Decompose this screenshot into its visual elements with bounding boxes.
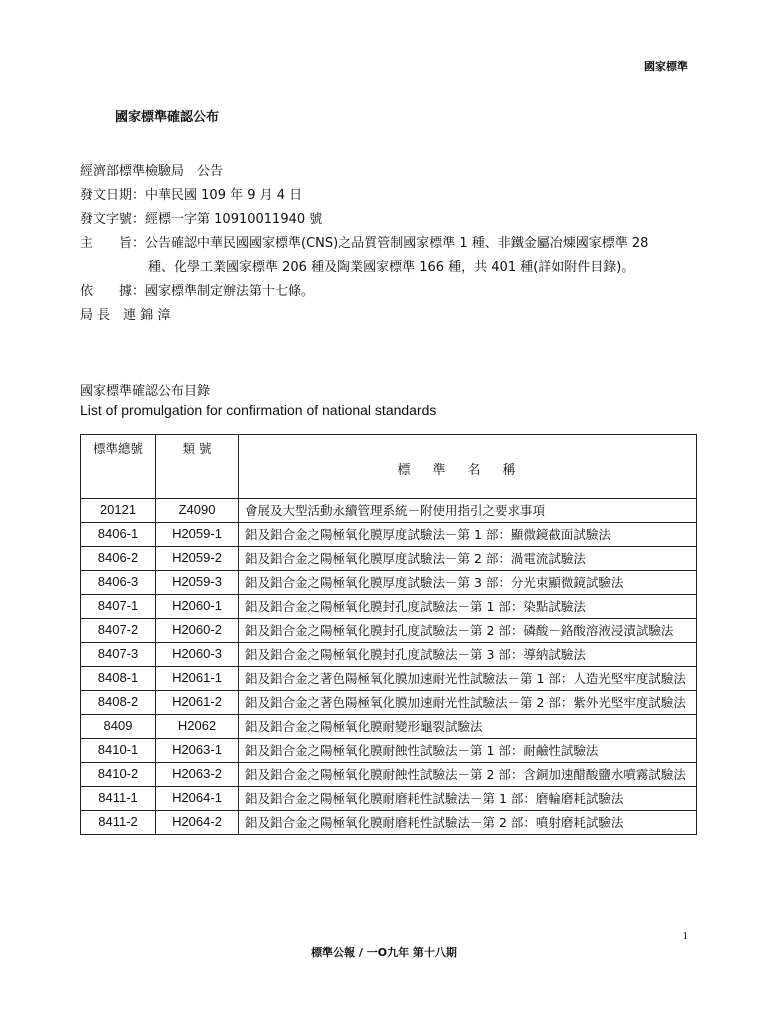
notice-block: [80, 160, 700, 328]
table-row: [81, 643, 697, 667]
subject-text-1: 公告確認中華民國國家標準(CNS)之品質管制國家標準 1 種、非鐵金屬冶煉國家標準 28: [145, 236, 649, 251]
table-row: [81, 763, 697, 787]
table-row: [81, 499, 697, 523]
date-label: 發文日期：: [80, 188, 146, 203]
cell-class-no: H2061-1: [156, 667, 239, 691]
table-row: [81, 667, 697, 691]
table-row: [81, 619, 697, 643]
cell-total-no: 8407-2: [81, 619, 156, 643]
table-row: [81, 691, 697, 715]
page-number: 1: [682, 930, 688, 942]
ref-label: 發文字號：: [80, 212, 146, 227]
header-class-no: 類 號: [156, 435, 239, 499]
cell-standard-name: 鋁及鋁合金之陽極氧化膜厚度試驗法－第 1 部：顯微鏡截面試驗法: [239, 523, 697, 547]
cell-total-no: 8410-2: [81, 763, 156, 787]
cell-standard-name: 鋁及鋁合金之陽極氧化膜耐蝕性試驗法－第 2 部：含銅加速醋酸鹽水噴霧試驗法: [239, 763, 697, 787]
cell-standard-name: 鋁及鋁合金之陽極氧化膜耐蝕性試驗法－第 1 部：耐鹼性試驗法: [239, 739, 697, 763]
cell-total-no: 20121: [81, 499, 156, 523]
table-row: [81, 547, 697, 571]
director-line: 局 長 連 錦 漳: [80, 308, 171, 323]
header-standard-name: 標準名稱: [239, 435, 697, 499]
cell-total-no: 8411-1: [81, 787, 156, 811]
cell-total-no: 8406-2: [81, 547, 156, 571]
list-title-en: List of promulgation for confirmation of national standards: [80, 402, 437, 418]
table-row: [81, 595, 697, 619]
table-row: [81, 523, 697, 547]
cell-class-no: H2060-3: [156, 643, 239, 667]
list-title-zh: 國家標準確認公布目錄: [80, 384, 211, 399]
cell-standard-name: 鋁及鋁合金之陽極氧化膜耐磨耗性試驗法－第 2 部：噴射磨耗試驗法: [239, 811, 697, 835]
subject-label: 主 旨：: [80, 236, 146, 251]
cell-standard-name: 鋁及鋁合金之陽極氧化膜厚度試驗法－第 3 部：分光束顯微鏡試驗法: [239, 571, 697, 595]
cell-total-no: 8408-2: [81, 691, 156, 715]
cell-total-no: 8411-2: [81, 811, 156, 835]
cell-class-no: H2059-3: [156, 571, 239, 595]
table-row: [81, 739, 697, 763]
cell-total-no: 8408-1: [81, 667, 156, 691]
cell-standard-name: 鋁及鋁合金之陽極氧化膜封孔度試驗法－第 2 部：磷酸－鉻酸溶液浸漬試驗法: [239, 619, 697, 643]
cell-class-no: H2064-1: [156, 787, 239, 811]
cell-standard-name: 鋁及鋁合金之陽極氧化膜耐磨耗性試驗法－第 1 部：磨輪磨耗試驗法: [239, 787, 697, 811]
cell-class-no: H2060-1: [156, 595, 239, 619]
standards-table: [80, 434, 697, 835]
ref-value: 經標一字第 10910011940 號: [145, 212, 323, 227]
ref-line: [80, 208, 700, 232]
cell-class-no: Z4090: [156, 499, 239, 523]
cell-standard-name: 會展及大型活動永續管理系統－附使用指引之要求事項: [239, 499, 697, 523]
cell-standard-name: 鋁及鋁合金之陽極氧化膜耐變形龜裂試驗法: [239, 715, 697, 739]
document-title: 國家標準確認公布: [115, 110, 220, 125]
publication-footer: 標準公報 / 一O九年 第十八期: [311, 946, 457, 959]
cell-class-no: H2059-2: [156, 547, 239, 571]
list-title: [80, 383, 436, 419]
header-total-no: 標準總號: [81, 435, 156, 499]
basis-line: [80, 280, 700, 304]
cell-standard-name: 鋁及鋁合金之陽極氧化膜封孔度試驗法－第 3 部：導納試驗法: [239, 643, 697, 667]
cell-class-no: H2061-2: [156, 691, 239, 715]
header-label: 國家標準: [644, 60, 688, 73]
cell-class-no: H2064-2: [156, 811, 239, 835]
cell-class-no: H2062: [156, 715, 239, 739]
subject-continuation: 種、化學工業國家標準 206 種及陶業國家標準 166 種，共 401 種(詳如附件目錄)。: [148, 260, 635, 275]
basis-label: 依 據：: [80, 284, 146, 299]
cell-total-no: 8407-3: [81, 643, 156, 667]
cell-total-no: 8407-1: [81, 595, 156, 619]
cell-standard-name: 鋁及鋁合金之陽極氧化膜厚度試驗法－第 2 部：渦電流試驗法: [239, 547, 697, 571]
table-row: [81, 715, 697, 739]
cell-total-no: 8409: [81, 715, 156, 739]
date-line: [80, 184, 700, 208]
agency-line: 經濟部標準檢驗局 公告: [80, 164, 224, 179]
cell-total-no: 8410-1: [81, 739, 156, 763]
cell-class-no: H2060-2: [156, 619, 239, 643]
cell-standard-name: 鋁及鋁合金之著色陽極氧化膜加速耐光性試驗法－第 1 部：人造光堅牢度試驗法: [239, 667, 697, 691]
cell-total-no: 8406-3: [81, 571, 156, 595]
table-header-row: [81, 435, 697, 499]
cell-total-no: 8406-1: [81, 523, 156, 547]
table-row: [81, 571, 697, 595]
basis-value: 國家標準制定辦法第十七條。: [145, 284, 315, 299]
cell-standard-name: 鋁及鋁合金之陽極氧化膜封孔度試驗法－第 1 部：染點試驗法: [239, 595, 697, 619]
cell-class-no: H2059-1: [156, 523, 239, 547]
table-row: [81, 787, 697, 811]
date-value: 中華民國 109 年 9 月 4 日: [145, 188, 303, 203]
subject-line: [80, 232, 700, 256]
table-row: [81, 811, 697, 835]
cell-class-no: H2063-2: [156, 763, 239, 787]
cell-class-no: H2063-1: [156, 739, 239, 763]
table-body: [81, 499, 697, 835]
cell-standard-name: 鋁及鋁合金之著色陽極氧化膜加速耐光性試驗法－第 2 部：紫外光堅牢度試驗法: [239, 691, 697, 715]
